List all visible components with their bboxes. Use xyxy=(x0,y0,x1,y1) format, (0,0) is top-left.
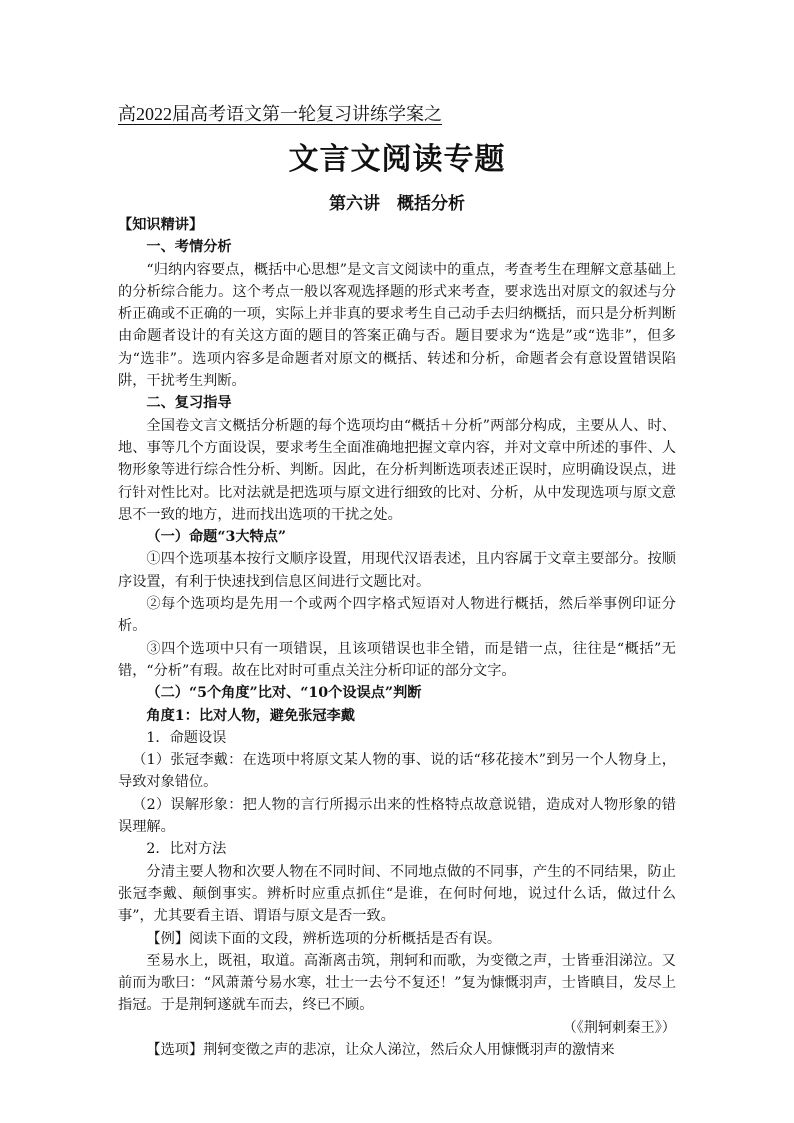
subsection-heading: （二）“5个角度”比对、“10个设误点”判断 xyxy=(146,685,422,702)
document-title: 文言文阅读专题 xyxy=(288,142,506,177)
body-paragraph: 分清主要人物和次要人物在不同时间、不同地点做的不同事，产生的不同结果，防止张冠李戴、颠倒事实。辨析时应重点抓住“是谁，在何时何地，说过什么话，做过什么事”，尤其要看主语、谓语与原文是否一致。 xyxy=(118,863,676,925)
numbered-heading: 1．命题设误 xyxy=(146,729,227,746)
numbered-heading: 2．比对方法 xyxy=(146,841,227,858)
body-paragraph: ①四个选项基本按行文顺序设置，用现代汉语表述，且内容属于文章主要部分。按顺序设置，有利于快速找到信息区间进行文题比对。 xyxy=(118,551,676,590)
angle-heading: 角度1：比对人物，避免张冠李戴 xyxy=(146,707,355,724)
body-paragraph: （2）误解形象：把人物的言行所揭示出来的性格特点故意说错，造成对人物形象的错误理解。 xyxy=(118,796,676,836)
body-paragraph: ②每个选项均是先用一个或两个四字格式短语对人物进行概括，然后举事例印证分析。 xyxy=(118,596,676,635)
body-paragraph: “归纳内容要点，概括中心思想”是文言文阅读中的重点，考查考生在理解文意基础上的分析综合能力。这个考点一般以客观选择题的形式来考查，要求选出对原文的叙述与分析正确或不正确的一项，实际上并非真的要求考生自己动手去归纳概括，而只是分析判断由命题者设计的有关这方面的题目的答案正确与否。题目要求为“选是”或“选非”，但多为“选非”。选项内容多是命题者对原文的概括、转述和分析，命题者会有意设置错误陷阱，干扰考生判断。 xyxy=(118,261,676,390)
body-paragraph: （1）张冠李戴：在选项中将原文某人物的事、说的话“移花接木”到另一个人物身上，导致对象错位。 xyxy=(118,752,676,791)
document-body xyxy=(118,214,676,1061)
lecture-subtitle: 第六讲 概括分析 xyxy=(329,194,465,214)
option-paragraph: 【选项】荆轲变徵之声的悲凉，让众人涕泣，然后众人用慷慨羽声的激情来 xyxy=(146,1041,615,1058)
body-paragraph: ③四个选项中只有一项错误，且该项错误也非全错，而是错一点，往往是“概括”无错，“分析”有瑕。故在比对时可重点关注分析印证的部分文字。 xyxy=(118,640,676,679)
classical-passage: 至易水上，既祖，取道。高渐离击筑，荆轲和而歌，为变徵之声，士皆垂泪涕泣。又前而为歌曰：“风萧萧兮易水寒，壮士一去兮不复还！”复为慷慨羽声，士皆瞋目，发尽上指冠。于是荆轲遂就车而去，终已不顾。 xyxy=(118,952,676,1014)
example-intro: 【例】阅读下面的文段，辨析选项的分析概括是否有误。 xyxy=(146,930,502,947)
section-heading: 二、复习指导 xyxy=(146,395,232,412)
series-header: 高2022届高考语文第一轮复习讲练学案之 xyxy=(118,104,442,124)
body-paragraph: 全国卷文言文概括分析题的每个选项均由“概括＋分析”两部分构成，主要从人、时、地、事等几个方面设误，要求考生全面准确地把握文章内容，并对文章中所述的事件、人物形象等进行综合性分析、判断。因此，在分析判断选项表述正误时，应明确设误点，进行针对性比对。比对法就是把选项与原文进行细致的比对、分析，从中发现选项与原文意思不一致的地方，进而找出选项的干扰之处。 xyxy=(118,417,676,523)
passage-source: （《荆轲刺秦王》） xyxy=(562,1019,676,1036)
subsection-heading: （一）命题“3大特点” xyxy=(146,529,287,546)
section-heading: 一、考情分析 xyxy=(146,239,232,256)
section-label: 【知识精讲】 xyxy=(118,217,204,233)
